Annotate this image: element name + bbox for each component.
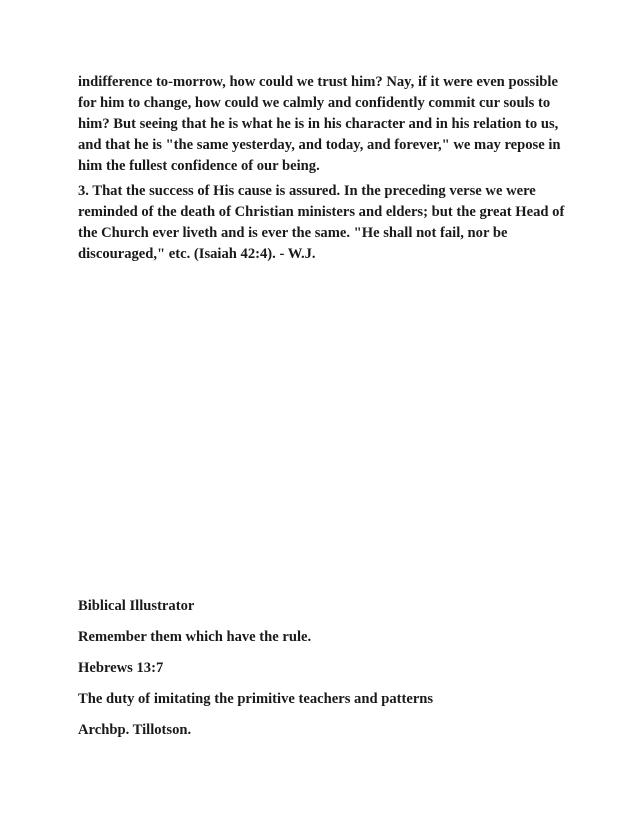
text-line: and that he is "the same yesterday, and today, and forever," we may repose in	[78, 137, 561, 153]
text-line: indifference to-morrow, how could we trust him? Nay, if it were even possible	[78, 74, 558, 90]
paragraph-success-assured	[78, 181, 568, 265]
text-line: reminded of the death of Christian ministers and elders; but the great Head of	[78, 204, 565, 220]
verse-text: Remember them which have the rule.	[78, 629, 312, 645]
text-line: him? But seeing that he is what he is in his character and in his relation to us,	[78, 116, 559, 132]
paragraph-trust	[78, 72, 568, 177]
text-line: the Church ever liveth and is ever the same. "He shall not fail, nor be	[78, 225, 508, 241]
text-line: 3. That the success of His cause is assured. In the preceding verse we were	[78, 183, 536, 199]
section-heading: The duty of imitating the primitive teachers and patterns	[78, 691, 434, 707]
scripture-reference: Hebrews 13:7	[78, 660, 164, 676]
source-title: Biblical Illustrator	[78, 598, 195, 614]
author-name: Archbp. Tillotson.	[78, 722, 192, 738]
text-line: for him to change, how could we calmly and confidently commit cur souls to	[78, 95, 551, 111]
text-line: discouraged," etc. (Isaiah 42:4). - W.J.	[78, 246, 316, 262]
text-line: him the fullest confidence of our being.	[78, 158, 320, 174]
